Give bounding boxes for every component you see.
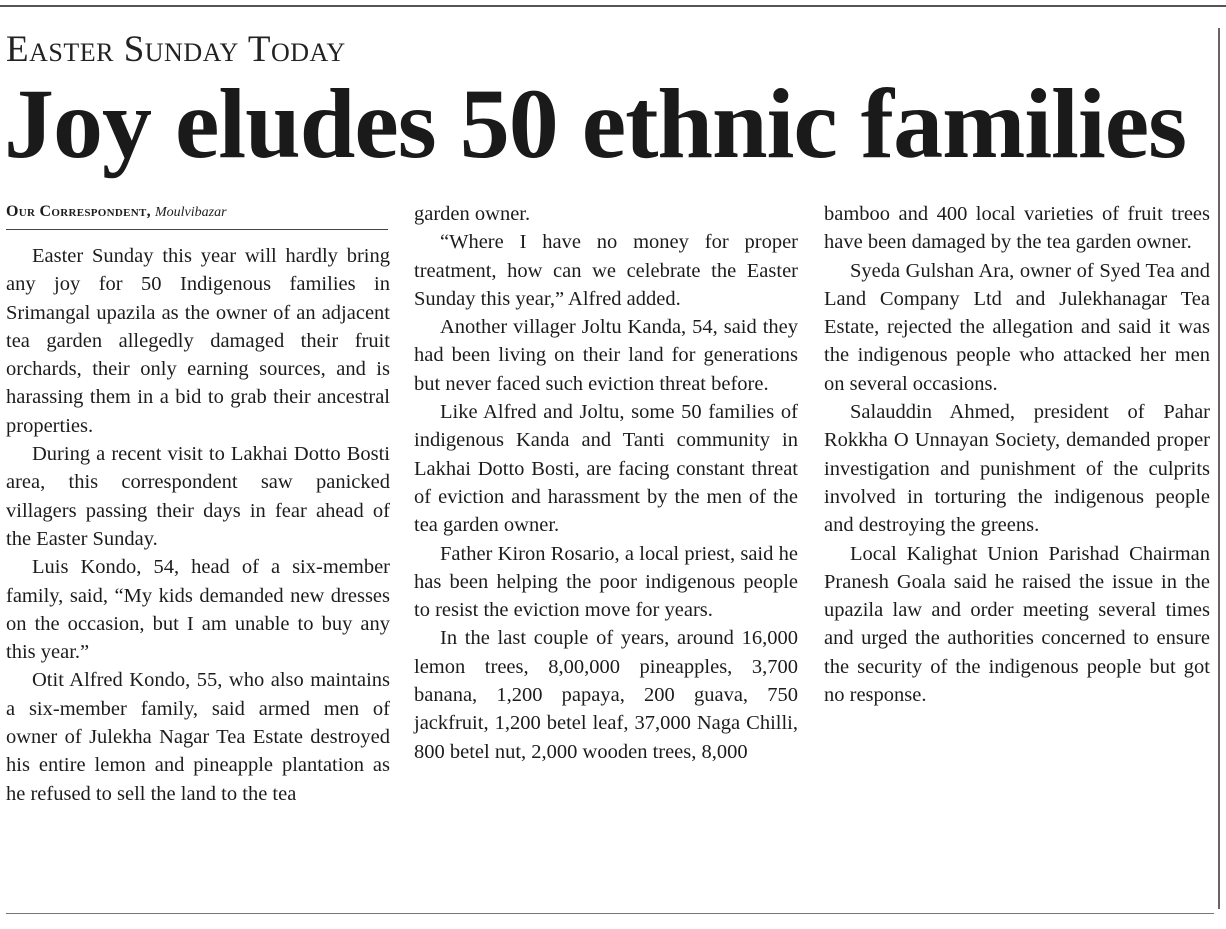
paragraph: Local Kalighat Union Parishad Chairman Pranesh Goala said he raised the issue in the upazila law and order meeting several times and urged the authorities concerned to ensure the security of the indigenous people but got no response. bbox=[824, 542, 1210, 707]
paragraph: Easter Sunday this year will hardly bring any joy for 50 Indigenous families in Srimangal upazila as the owner of an adjacent tea garden allegedly damaged their fruit orchards, their only earning sources, and is harassing them in a bid to grab their ancestral properties. bbox=[6, 245, 390, 437]
column-rule-right bbox=[1218, 28, 1220, 909]
paragraph: Salauddin Ahmed, president of Pahar Rokkha O Unnayan Society, demanded proper investigation and punishment of the culprits involved in torturing the indigenous people and destroying the greens. bbox=[824, 401, 1210, 537]
byline-place: Moulvibazar bbox=[154, 205, 227, 220]
bottom-rule bbox=[6, 913, 1214, 914]
paragraph: Another villager Joltu Kanda, 54, said they had been living on their land for generations but never faced such eviction threat before. bbox=[414, 316, 798, 395]
paragraph-continued: garden owner. bbox=[414, 203, 531, 225]
article-column-1 bbox=[6, 242, 390, 808]
byline bbox=[6, 203, 227, 221]
paragraph: Luis Kondo, 54, head of a six-member family, said, “My kids demanded new dresses on the occasion, but I am unable to buy any this year.” bbox=[6, 556, 390, 664]
byline-name: Our Correspondent, bbox=[6, 203, 151, 220]
paragraph: Like Alfred and Joltu, some 50 families of indigenous Kanda and Tanti community in Lakhai Dotto Bosti, are facing constant threat of eviction and harassment by the men of the tea garden owner. bbox=[414, 401, 798, 537]
paragraph: Syeda Gulshan Ara, owner of Syed Tea and Land Company Ltd and Julekhanagar Tea Estate, rejected the allegation and said it was the indigenous people who attacked her men on several occasions. bbox=[824, 259, 1210, 395]
paragraph: During a recent visit to Lakhai Dotto Bosti area, this correspondent saw panicked villagers passing their days in fear ahead of the Easter Sunday. bbox=[6, 443, 390, 550]
paragraph: “Where I have no money for proper treatment, how can we celebrate the Easter Sunday this year,” Alfred added. bbox=[414, 231, 798, 310]
article-kicker: Easter Sunday Today bbox=[6, 29, 346, 70]
byline-rule bbox=[6, 229, 388, 230]
paragraph: Father Kiron Rosario, a local priest, said he has been helping the poor indigenous people to resist the eviction move for years. bbox=[414, 542, 798, 622]
article-column-2 bbox=[414, 200, 798, 766]
top-rule bbox=[0, 5, 1226, 7]
paragraph: Otit Alfred Kondo, 55, who also maintains a six-member family, said armed men of owner of Julekha Nagar Tea Estate destroyed his entire lemon and pineapple plantation as he refused to sell the land to the tea bbox=[6, 669, 390, 805]
article-headline: Joy eludes 50 ethnic families bbox=[4, 68, 1187, 179]
paragraph-continued: bamboo and 400 local varieties of fruit trees have been damaged by the tea garden owner. bbox=[824, 203, 1210, 254]
paragraph: In the last couple of years, around 16,000 lemon trees, 8,00,000 pineapples, 3,700 banana, 1,200 papaya, 200 guava, 750 jackfruit, 1,200 betel leaf, 37,000 Naga Chilli, 800 betel nut, 2,000 wooden trees, 8,000 bbox=[414, 627, 798, 763]
article-column-3 bbox=[824, 200, 1210, 709]
